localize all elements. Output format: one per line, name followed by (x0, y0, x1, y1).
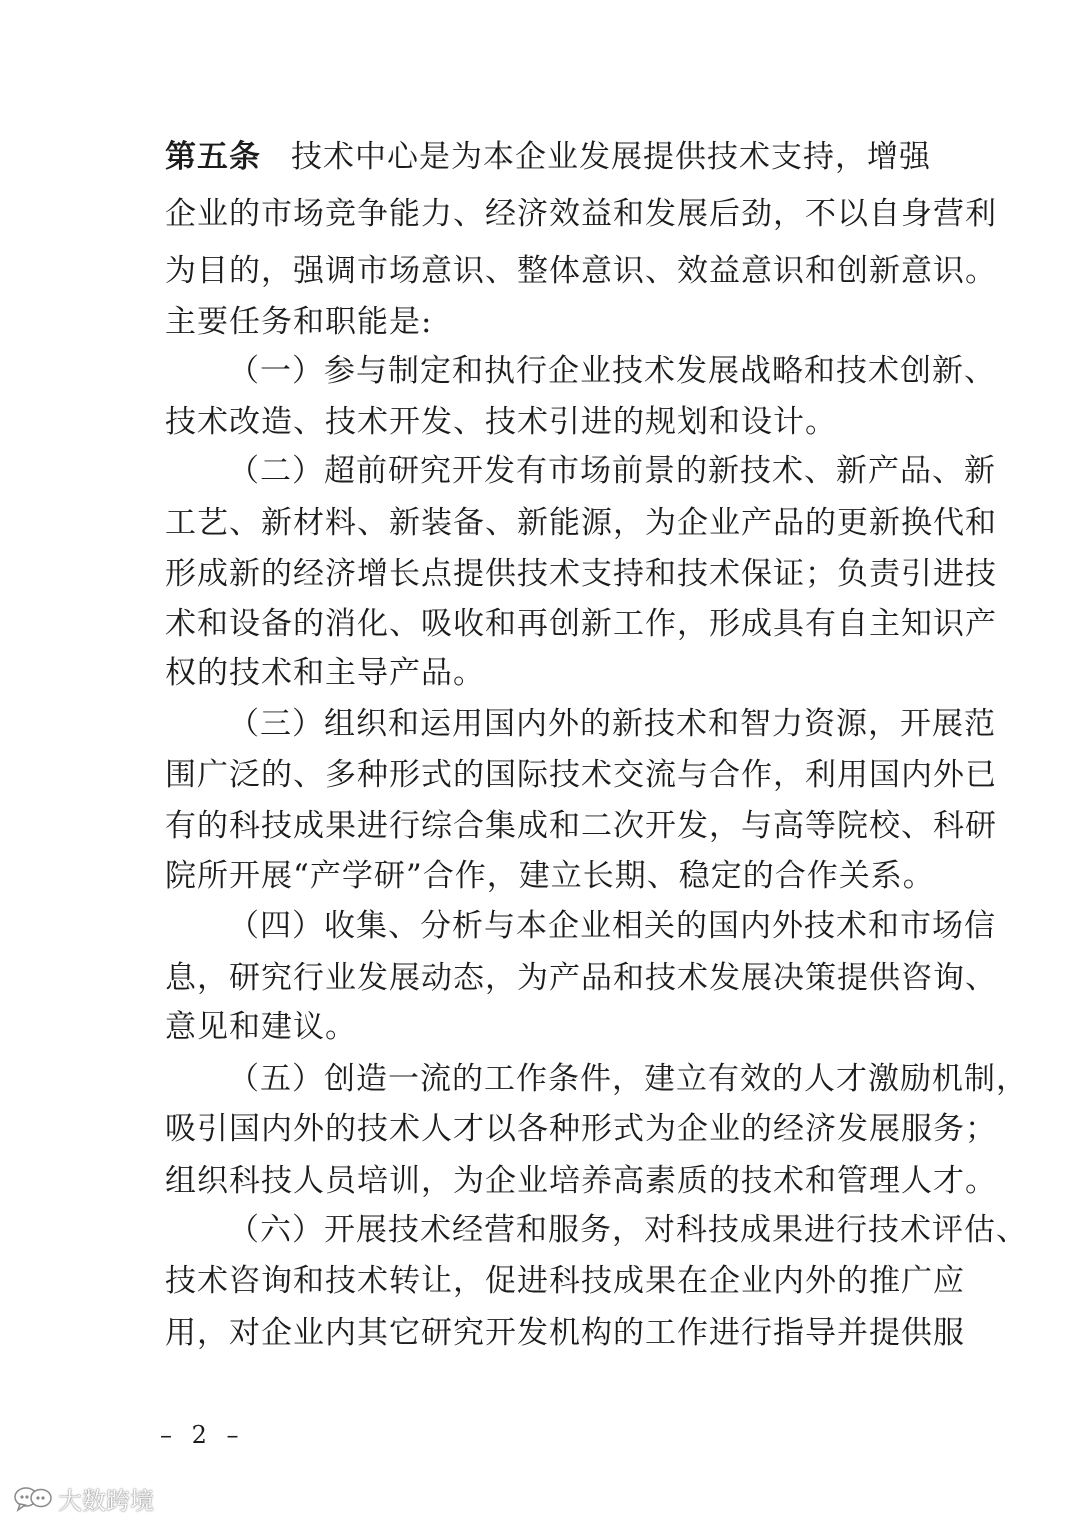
paragraph-line: 用，对企业内其它研究开发机构的工作进行指导并提供服 (165, 1315, 965, 1351)
paragraph-line: 形成新的经济增长点提供技术支持和技术保证；负责引进技 (165, 556, 997, 592)
paragraph-line: 有的科技成果进行综合集成和二次开发，与高等院校、科研 (165, 808, 997, 844)
watermark-text: 大数跨境 (58, 1486, 154, 1515)
paragraph-line: 组织科技人员培训，为企业培养高素质的技术和管理人才。 (165, 1163, 997, 1199)
article-heading: 第五条 (165, 139, 261, 175)
paragraph-line: 吸引国内外的技术人才以各种形式为企业的经济发展服务； (165, 1111, 997, 1147)
paragraph-line: 围广泛的、多种形式的国际技术交流与合作，利用国内外已 (165, 757, 997, 793)
paragraph-line: 院所开展“产学研”合作，建立长期、稳定的合作关系。 (165, 858, 935, 894)
paragraph-line: （二）超前研究开发有市场前景的新技术、新产品、新 (228, 453, 996, 489)
paragraph-line: 权的技术和主导产品。 (165, 655, 485, 691)
paragraph-line: 意见和建议。 (165, 1009, 357, 1045)
watermark (12, 1481, 154, 1515)
paragraph-line (165, 137, 931, 177)
paragraph-line: （四）收集、分析与本企业相关的国内外技术和市场信 (228, 908, 996, 944)
paragraph-line: 为目的，强调市场意识、整体意识、效益意识和创新意识。 (165, 253, 997, 289)
paragraph-line: 术和设备的消化、吸收和再创新工作，形成具有自主知识产 (165, 606, 997, 642)
paragraph-line: （三）组织和运用国内外的新技术和智力资源，开展范 (228, 706, 996, 742)
paragraph-line: （六）开展技术经营和服务，对科技成果进行技术评估、 (228, 1212, 1028, 1248)
paragraph-line: （五）创造一流的工作条件，建立有效的人才激励机制， (228, 1061, 1028, 1097)
paragraph-line: （一）参与制定和执行企业技术发展战略和技术创新、 (228, 353, 996, 389)
paragraph-text: 技术中心是为本企业发展提供技术支持，增强 (291, 139, 931, 175)
chat-bubble-logo-icon (12, 1484, 54, 1512)
paragraph-line: 技术咨询和技术转让，促进科技成果在企业内外的推广应 (165, 1263, 965, 1299)
paragraph-line: 工艺、新材料、新装备、新能源，为企业产品的更新换代和 (165, 505, 997, 541)
paragraph-line: 技术改造、技术开发、技术引进的规划和设计。 (165, 404, 837, 440)
page-number: – 2 – (160, 1421, 245, 1449)
paragraph-line: 主要任务和职能是: (165, 304, 433, 340)
paragraph-line: 企业的市场竞争能力、经济效益和发展后劲，不以自身营利 (165, 196, 997, 232)
paragraph-line: 息，研究行业发展动态，为产品和技术发展决策提供咨询、 (165, 960, 997, 996)
